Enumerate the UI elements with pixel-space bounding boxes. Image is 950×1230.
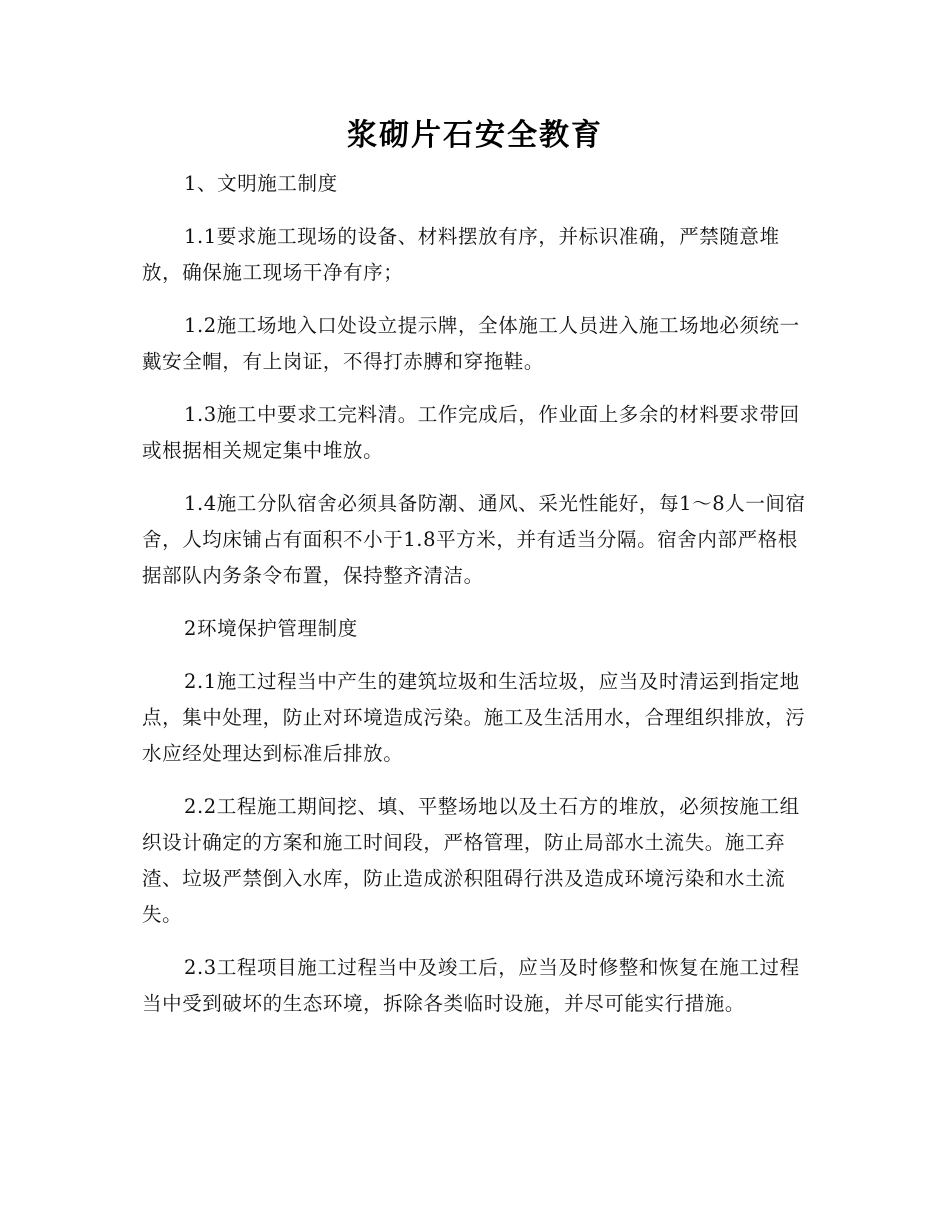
section-heading-2: 2环境保护管理制度 [184,617,358,640]
document-body [142,166,812,1039]
paragraph-1-1: 1.1要求施工现场的设备、材料摆放有序，并标识准确，严禁随意堆放，确保施工现场干净有序； [142,225,780,284]
paragraph-2-1: 2.1施工过程当中产生的建筑垃圾和生活垃圾，应当及时清运到指定地点，集中处理，防止对环境造成污染。施工及生活用水，合理组织排放，污水应经处理达到标准后排放。 [142,670,806,765]
paragraph-2-3: 2.3工程项目施工过程当中及竣工后，应当及时修整和恢复在施工过程当中受到破坏的生态环境，拆除各类临时设施，并尽可能实行措施。 [142,956,800,1015]
paragraph-2-2: 2.2工程施工期间挖、填、平整场地以及土石方的堆放，必须按施工组织设计确定的方案和施工时间段，严格管理，防止局部水土流失。施工弃渣、垃圾严禁倒入水库，防止造成淤积阻碍行洪及造成环境污染和水土流失。 [142,795,800,926]
paragraph-1-2: 1.2施工场地入口处设立提示牌，全体施工人员进入施工场地必须统一戴安全帽，有上岗证，不得打赤膊和穿拖鞋。 [142,314,800,373]
section-heading-1: 1、文明施工制度 [184,172,338,195]
paragraph-1-3: 1.3施工中要求工完料清。工作完成后，作业面上多余的材料要求带回或根据相关规定集中堆放。 [142,403,800,462]
document-title: 浆砌片石安全教育 [347,118,603,153]
paragraph-1-4: 1.4施工分队宿舍必须具备防潮、通风、采光性能好，每1～8人一间宿舍，人均床铺占有面积不小于1.8平方米，并有适当分隔。宿舍内部严格根据部队内务条令布置，保持整齐清洁。 [142,492,806,587]
